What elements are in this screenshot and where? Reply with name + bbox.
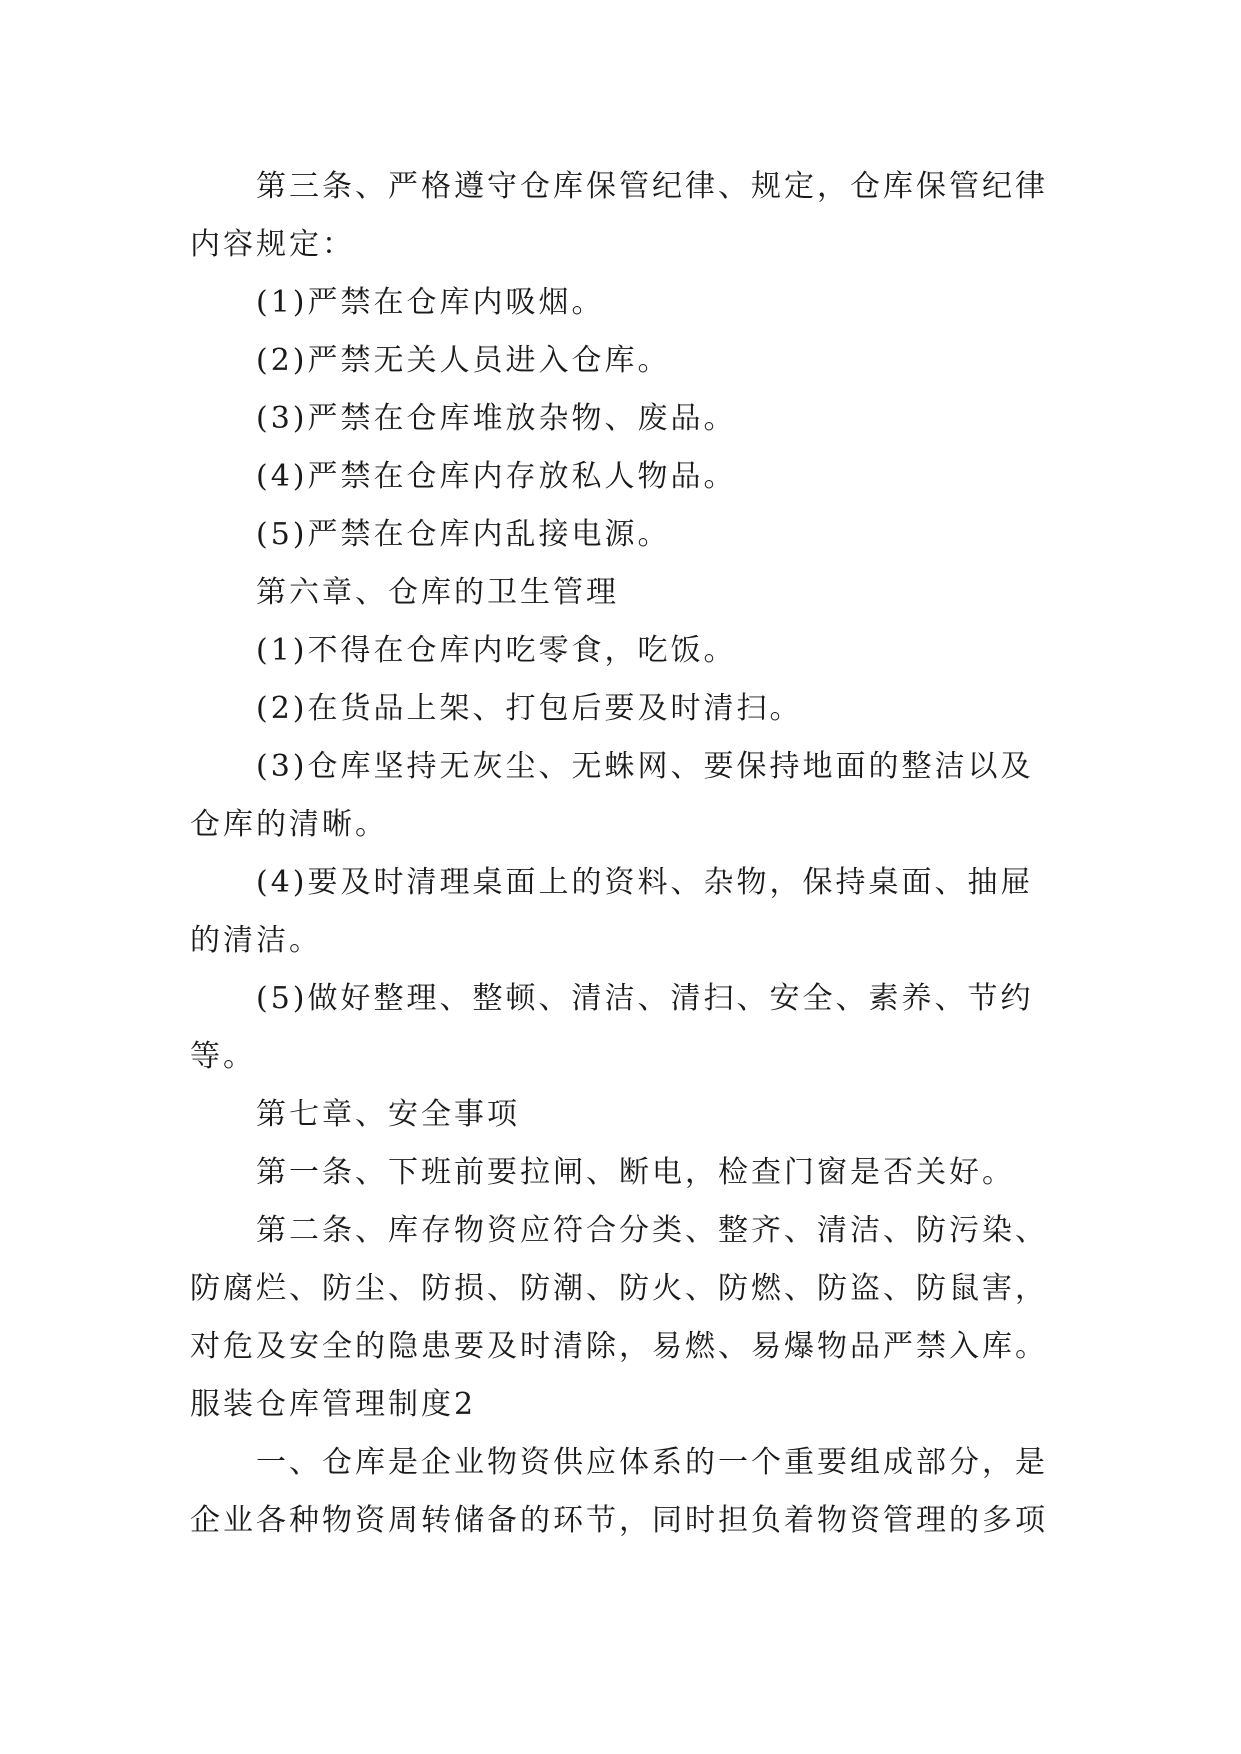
list-item: (4)要及时清理桌面上的资料、杂物，保持桌面、抽屉 [256,865,1034,900]
list-item: (1)不得在仓库内吃零食，吃饭。 [256,633,737,668]
list-item: (2)在货品上架、打包后要及时清扫。 [256,691,803,726]
list-item: (2)严禁无关人员进入仓库。 [256,343,671,378]
list-item: (1)严禁在仓库内吸烟。 [256,285,605,320]
list-item: (5)做好整理、整顿、清洁、清扫、安全、素养、节约 [256,981,1034,1016]
paragraph-line: 仓库的清晰。 [190,807,388,842]
list-item: (3)严禁在仓库堆放杂物、废品。 [256,401,737,436]
paragraph-line: 企业各种物资周转储备的环节，同时担负着物资管理的多项 [190,1503,1048,1538]
document-body [190,158,1060,1550]
paragraph-line: 等。 [190,1039,256,1074]
paragraph-line: 对危及安全的隐患要及时清除，易燃、易爆物品严禁入库。 [190,1329,1048,1364]
list-item: (5)严禁在仓库内乱接电源。 [256,517,671,552]
chapter-heading: 第六章、仓库的卫生管理 [256,575,619,610]
list-item: (3)仓库坚持无灰尘、无蛛网、要保持地面的整洁以及 [256,749,1034,784]
paragraph-line: 第一条、下班前要拉闸、断电，检查门窗是否关好。 [256,1155,1015,1190]
paragraph-line: 的清洁。 [190,923,322,958]
paragraph-line: 第三条、严格遵守仓库保管纪律、规定，仓库保管纪律 [256,169,1048,204]
paragraph-line: 内容规定： [190,227,355,262]
paragraph-line: 防腐烂、防尘、防损、防潮、防火、防燃、防盗、防鼠害， [190,1271,1048,1306]
chapter-heading: 第七章、安全事项 [256,1097,520,1132]
paragraph-line: 一、仓库是企业物资供应体系的一个重要组成部分，是 [256,1445,1048,1480]
paragraph-line: 第二条、库存物资应符合分类、整齐、清洁、防污染、 [256,1213,1048,1248]
section-title: 服装仓库管理制度2 [190,1387,477,1422]
list-item: (4)严禁在仓库内存放私人物品。 [256,459,737,494]
